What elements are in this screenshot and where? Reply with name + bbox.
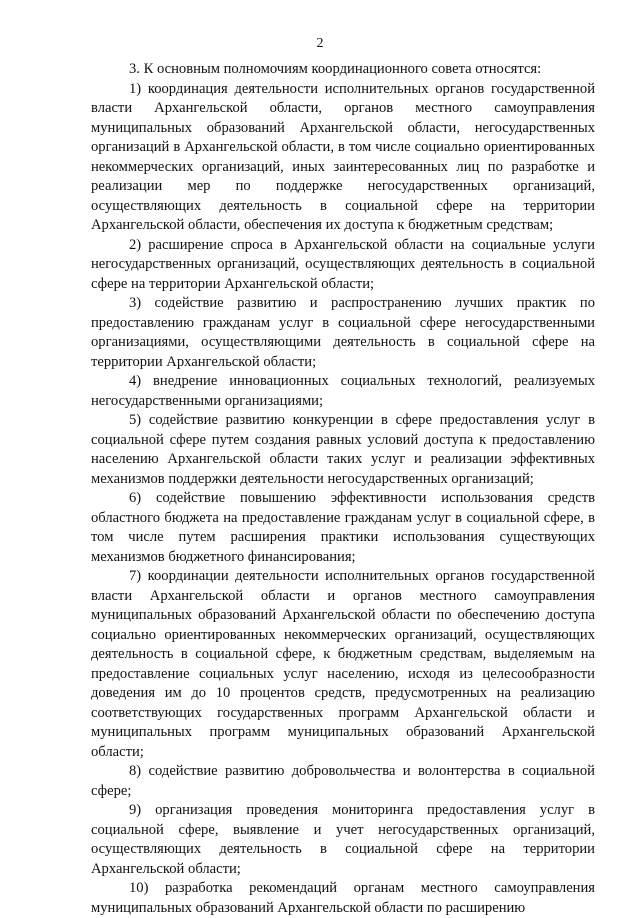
paragraph-item-2: 2) расширение спроса в Архангельской области на социальные услуги негосударственных организаций, осуществляющих деятельность в социальной сфере на территории Архангельской области; (91, 236, 595, 292)
paragraph-item-6: 6) содействие повышению эффективности использования средств областного бюджета на предоставление гражданам услуг в социальной сфере, в том числе путем расширения практики использования существующих механизмов бюджетного финансирования; (91, 490, 595, 565)
paragraph-intro: 3. К основным полномочиям координационного совета относятся: (129, 61, 542, 77)
paragraph-item-10: 10) разработка рекомендаций органам местного самоуправления муниципальных образований Архангельской области по расширению (91, 880, 595, 916)
document-body (91, 60, 595, 918)
paragraph-item-4: 4) внедрение инновационных социальных технологий, реализуемых негосударственными организациями; (91, 373, 595, 409)
paragraph-item-8: 8) содействие развитию добровольчества и волонтерства в социальной сфере; (91, 763, 595, 799)
paragraph-item-1: 1) координация деятельности исполнительных органов государственной власти Архангельской области, органов местного самоуправления муниципальных образований Архангельской области, негосударственных организаций в Архангельской области, в том числе социально ориентированных некоммерческих организаций, иных заинтересованных лиц по разработке и реализации мер по поддержке негосударственных организаций, осуществляющих деятельность в социальной сфере на территории Архангельской области, обеспечения их доступа к бюджетным средствам; (91, 80, 595, 233)
paragraph-item-7: 7) координации деятельности исполнительных органов государственной власти Архангельской области и органов местного самоуправления муниципальных образований Архангельской области по обеспечению доступа социально ориентированных некоммерческих организаций, осуществляющих деятельность в социальной сфере, к бюджетным средствам, выделяемым на предоставление социальных услуг населению, исходя из целесообразности доведения им до 10 процентов средств, предусмотренных на реализацию соответствующих государственных программ Архангельской области и муниципальных программ муниципальных образований Архангельской области; (91, 568, 595, 760)
page-number: 2 (316, 36, 324, 51)
paragraph-item-9: 9) организация проведения мониторинга предоставления услуг в социальной сфере, выявление и учет негосударственных организаций, осуществляющих деятельность в социальной сфере на территории Архангельской области; (91, 802, 595, 877)
paragraph-item-5: 5) содействие развитию конкуренции в сфере предоставления услуг в социальной сфере путем создания равных условий доступа к предоставлению населению Архангельской области таких услуг и реализации эффективных механизмов поддержки деятельности негосударственных организаций; (91, 412, 595, 487)
paragraph-item-3: 3) содействие развитию и распространению лучших практик по предоставлению гражданам услуг в социальной сфере негосударственными организациями, осуществляющими деятельность в социальной сфере на территории Архангельской области; (91, 295, 595, 370)
